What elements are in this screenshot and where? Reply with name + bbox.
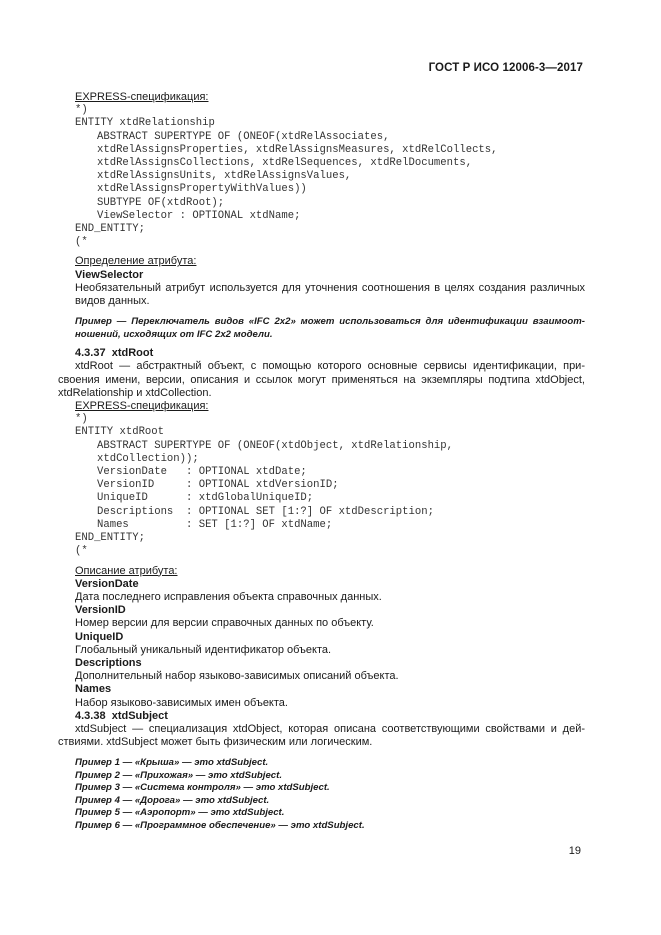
page-content [58, 91, 585, 832]
attribute-name: ViewSelector [75, 268, 144, 281]
code-line: VersionDate : OPTIONAL xtdDate; [97, 466, 307, 479]
express-code-block-1 [75, 104, 585, 249]
code-line: ViewSelector : OPTIONAL xtdName; [97, 209, 301, 222]
section-number: 4.3.37 [75, 347, 106, 360]
express-spec-label-1: EXPRESS-спецификация: [75, 91, 209, 103]
code-line: xtdRelAssignsPropertyWithValues)) [97, 183, 307, 196]
code-line: SUBTYPE OF(xtdRoot); [97, 196, 225, 209]
code-comment-close: (* [75, 236, 88, 249]
code-entity-line: ENTITY xtdRoot [75, 426, 165, 439]
attribute-name: VersionID [75, 604, 126, 617]
code-line: UniqueID : xtdGlobalUniqueID; [97, 492, 314, 505]
code-comment-open: *) [75, 413, 88, 426]
code-line: Names : SET [1:?] OF xtdName; [97, 518, 333, 531]
code-line: ABSTRACT SUPERTYPE OF (ONEOF(xtdRelAssociates, [97, 130, 390, 143]
section-heading-4338 [75, 710, 585, 723]
examples-list [75, 757, 585, 832]
code-end-entity: END_ENTITY; [75, 223, 145, 236]
section-number: 4.3.38 [75, 709, 106, 722]
code-comment-close: (* [75, 545, 88, 558]
example-item: Пример 5 — «Аэропорт» — это xtdSubject. [75, 807, 285, 819]
code-line: xtdRelAssignsUnits, xtdRelAssignsValues, [97, 170, 352, 183]
attribute-description: Набор языково-зависимых имен объекта. [75, 696, 288, 709]
section-text: xtdRoot — абстрактный объект, с помощью которого основные сервисы идентификации, при-своения имени, версии, описания и ссылок могут применяться на экземпляры подтипа xtdObject, xtdRelationship и xtdCollection. [58, 360, 585, 399]
attribute-definition-label: Определение атрибута: [75, 255, 197, 268]
attribute-name: VersionDate [75, 577, 139, 590]
code-entity-line: ENTITY xtdRelationship [75, 117, 215, 130]
section-heading-4337 [75, 347, 585, 360]
example-item: Пример 3 — «Система контроля» — это xtdSubject. [75, 782, 330, 794]
attribute-description-label: Описание атрибута: [75, 564, 178, 577]
example-item: Пример 4 — «Дорога» — это xtdSubject. [75, 794, 270, 806]
standard-header: ГОСТ Р ИСО 12006-3—2017 [428, 62, 583, 74]
code-line: xtdRelAssignsProperties, xtdRelAssignsMeasures, xtdRelCollects, [97, 143, 498, 156]
attribute-description: Дата последнего исправления объекта справочных данных. [75, 590, 382, 603]
attribute-description: Необязательный атрибут используется для уточнения соотношения в целях создания различных видов данных. [75, 281, 585, 308]
code-end-entity: END_ENTITY; [75, 532, 145, 545]
example-item: Пример 6 — «Программное обеспечение» — это xtdSubject. [75, 819, 365, 831]
attribute-description: Номер версии для версии справочных данных по объекту. [75, 617, 374, 630]
attribute-name: UniqueID [75, 630, 124, 643]
attribute-description: Дополнительный набор языково-зависимых описаний объекта. [75, 670, 399, 683]
code-comment-open: *) [75, 104, 88, 117]
express-code-block-2 [75, 413, 585, 558]
attribute-name: Descriptions [75, 656, 142, 669]
code-line: xtdCollection)); [97, 452, 199, 465]
express-spec-label-2: EXPRESS-спецификация: [75, 400, 209, 413]
page-number: 19 [568, 845, 581, 857]
code-line: ABSTRACT SUPERTYPE OF (ONEOF(xtdObject, xtdRelationship, [97, 439, 454, 452]
attribute-description: Глобальный уникальный идентификатор объекта. [75, 643, 332, 656]
code-line: Descriptions : OPTIONAL SET [1:?] OF xtdDescription; [97, 505, 434, 518]
code-line: xtdRelAssignsCollections, xtdRelSequences, xtdRelDocuments, [97, 157, 473, 170]
example-item: Пример 1 — «Крыша» — это xtdSubject. [75, 757, 269, 769]
code-line: VersionID : OPTIONAL xtdVersionID; [97, 479, 339, 492]
section-title: xtdRoot [111, 347, 154, 360]
section-text: xtdSubject — специализация xtdObject, которая описана соответствующими свойствами и дей-ствиями. xtdSubject может быть физическим или логическим. [58, 722, 585, 749]
attribute-name: Names [75, 683, 112, 696]
example-item: Пример 2 — «Прихожая» — это xtdSubject. [75, 769, 282, 781]
section-title: xtdSubject [111, 709, 168, 722]
attribute-list [75, 578, 585, 710]
example-note: Пример — Переключатель видов «IFC 2x2» может использоваться для идентификации взаимоот-ношений, исходящих от IFC 2x2 модели. [75, 316, 585, 340]
